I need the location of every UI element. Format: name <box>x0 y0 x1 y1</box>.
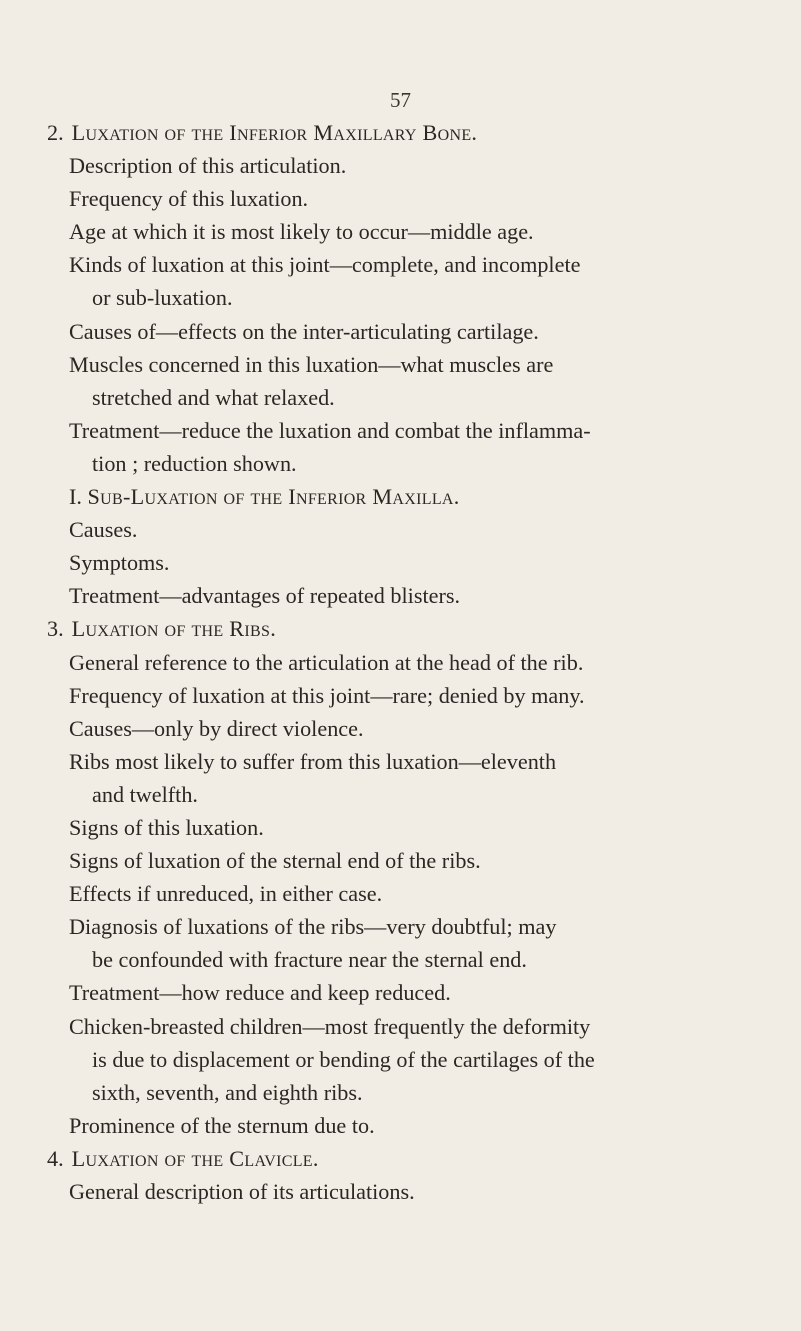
outline-line: Kinds of luxation at this joint—complete, and incomplete <box>69 252 581 278</box>
outline-line: Treatment—advantages of repeated blisters. <box>69 583 461 609</box>
section-heading-ribs <box>0 612 801 645</box>
outline-line: General reference to the articulation at the head of the rib. <box>69 649 584 675</box>
outline-line: Prominence of the sternum due to. <box>69 1112 375 1138</box>
outline-line: Frequency of luxation at this joint—rare; denied by many. <box>69 682 585 708</box>
section-heading-inferior-maxillary <box>0 116 801 149</box>
outline-line: Effects if unreduced, in either case. <box>69 881 383 907</box>
outline-line: Treatment—reduce the luxation and combat the inflamma- <box>69 417 591 443</box>
outline-line: Age at which it is most likely to occur—middle age. <box>69 219 534 245</box>
outline-line: Treatment—how reduce and keep reduced. <box>69 980 451 1006</box>
outline-line-continuation: or sub-luxation. <box>92 285 233 311</box>
page-number: 57 <box>390 88 411 112</box>
section-title: Luxation of the Clavicle. <box>71 1145 319 1171</box>
outline-line: Frequency of this luxation. <box>69 186 309 212</box>
outline-line: Signs of this luxation. <box>69 814 264 840</box>
outline-line: Signs of luxation of the sternal end of the ribs. <box>69 848 481 874</box>
outline-text <box>0 116 801 1208</box>
section-number: 3. <box>47 616 64 642</box>
outline-line: Causes. <box>69 517 138 543</box>
outline-line: Causes of—effects on the inter-articulating cartilage. <box>69 318 539 344</box>
outline-line-continuation: is due to displacement or bending of the cartilages of the <box>92 1046 595 1072</box>
outline-line: Symptoms. <box>69 550 170 576</box>
outline-line-continuation: sixth, seventh, and eighth ribs. <box>92 1079 363 1105</box>
subsection-title: Sub-Luxation of the Inferior Maxilla. <box>87 484 460 510</box>
outline-line: General description of its articulations. <box>69 1179 415 1204</box>
outline-line: Ribs most likely to suffer from this luxation—eleventh <box>69 748 557 774</box>
outline-line-continuation: and twelfth. <box>92 781 198 807</box>
section-title: Luxation of the Ribs. <box>71 616 277 642</box>
outline-line: Muscles concerned in this luxation—what muscles are <box>69 351 554 377</box>
subsection-number: I. <box>69 484 82 510</box>
subsection-heading-sub-luxation <box>0 480 801 513</box>
section-number: 2. <box>47 120 64 145</box>
outline-line: Causes—only by direct violence. <box>69 715 364 741</box>
outline-line-continuation: stretched and what relaxed. <box>92 384 335 410</box>
section-number: 4. <box>47 1145 64 1171</box>
outline-line: Diagnosis of luxations of the ribs—very doubtful; may <box>69 914 557 940</box>
section-heading-clavicle <box>0 1142 801 1175</box>
outline-line: Description of this articulation. <box>69 153 347 179</box>
outline-line-continuation: tion ; reduction shown. <box>92 450 297 476</box>
outline-line: Chicken-breasted children—most frequently the deformity <box>69 1013 591 1039</box>
section-title: Luxation of the Inferior Maxillary Bone. <box>71 120 478 145</box>
outline-line-continuation: be confounded with fracture near the sternal end. <box>92 947 527 973</box>
